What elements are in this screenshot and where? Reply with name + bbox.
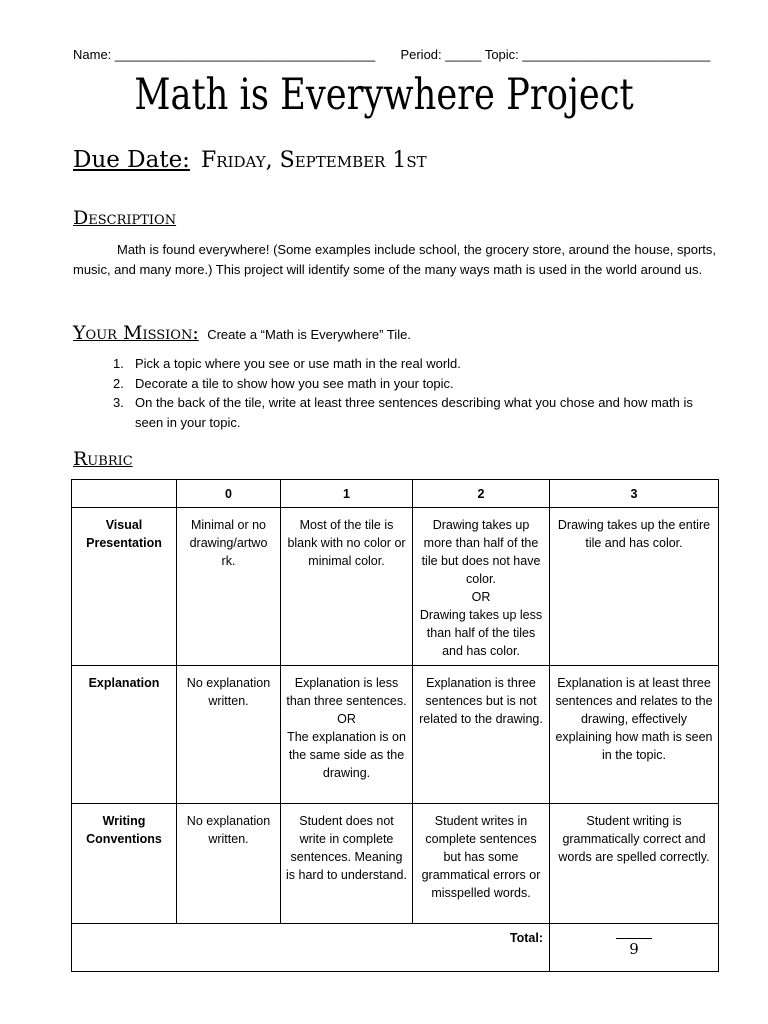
score-cell: Most of the tile is blank with no color or minimal color. bbox=[281, 508, 413, 666]
step-text: On the back of the tile, write at least three sentences describing what you chose and how math is seen in your topic. bbox=[135, 395, 693, 430]
period-label: Period: bbox=[400, 47, 442, 62]
mission-line bbox=[73, 322, 723, 344]
mission-heading: Your Mission: bbox=[73, 322, 199, 344]
rubric-heading: Rubric bbox=[73, 448, 133, 470]
score-cell: Drawing takes up the entire tile and has color. bbox=[550, 508, 719, 666]
criterion-cell: Writing Conventions bbox=[72, 804, 177, 924]
name-field[interactable]: ____________________________________ bbox=[114, 47, 376, 62]
column-header bbox=[72, 480, 177, 508]
score-cell: Explanation is less than three sentences. OR The explanation is on the same side as the drawing. bbox=[281, 666, 413, 804]
student-info-line bbox=[73, 47, 723, 62]
description-text: Math is found everywhere! (Some examples include school, the grocery store, around the house, sports, music, and many more.) This project will identify some of the many ways math is used in the world around us. bbox=[73, 242, 717, 277]
mission-steps bbox=[73, 354, 723, 432]
table-header-row bbox=[72, 480, 719, 508]
due-date-label: Due Date: bbox=[73, 147, 190, 173]
description-heading: Description bbox=[73, 207, 177, 229]
list-item bbox=[73, 393, 723, 432]
score-cell: No explanation written. bbox=[177, 666, 281, 804]
step-number: 1. bbox=[113, 356, 124, 371]
step-text: Decorate a tile to show how you see math in your topic. bbox=[135, 375, 454, 391]
score-cell: Explanation is at least three sentences and relates to the drawing, effectively explaining how math is seen in the topic. bbox=[550, 666, 719, 804]
score-cell: Student writing is grammatically correct and words are spelled correctly. bbox=[550, 804, 719, 924]
table-row bbox=[72, 666, 719, 804]
column-header: 0 bbox=[177, 480, 281, 508]
criterion-cell: Visual Presentation bbox=[72, 508, 177, 666]
topic-field[interactable]: __________________________ bbox=[522, 47, 711, 62]
table-row bbox=[72, 508, 719, 666]
total-label: Total: bbox=[72, 924, 550, 972]
list-item bbox=[73, 374, 723, 394]
score-blank-line bbox=[616, 938, 652, 939]
mission-text: Create a “Math is Everywhere” Tile. bbox=[207, 327, 411, 342]
column-header: 2 bbox=[413, 480, 550, 508]
period-field[interactable]: _____ bbox=[445, 47, 482, 62]
table-row bbox=[72, 804, 719, 924]
total-denominator: 9 bbox=[629, 940, 639, 958]
rubric-table bbox=[71, 479, 719, 972]
criterion-cell: Explanation bbox=[72, 666, 177, 804]
step-number: 3. bbox=[113, 395, 124, 410]
score-cell: Student writes in complete sentences but has some grammatical errors or misspelled words. bbox=[413, 804, 550, 924]
score-cell: Minimal or no drawing/artwo rk. bbox=[177, 508, 281, 666]
step-number: 2. bbox=[113, 375, 124, 391]
name-label: Name: bbox=[73, 47, 112, 62]
score-cell: Explanation is three sentences but is not related to the drawing. bbox=[413, 666, 550, 804]
column-header: 1 bbox=[281, 480, 413, 508]
column-header: 3 bbox=[550, 480, 719, 508]
due-date-value: Friday, September 1st bbox=[201, 148, 427, 173]
topic-label: Topic: bbox=[484, 47, 519, 62]
list-item bbox=[73, 354, 723, 374]
page-title: Math is Everywhere Project bbox=[134, 70, 634, 120]
step-text: Pick a topic where you see or use math in the real world. bbox=[135, 356, 461, 371]
total-row bbox=[72, 924, 719, 972]
score-cell: Drawing takes up more than half of the tile but does not have color. OR Drawing takes up less than half of the tiles and has color. bbox=[413, 508, 550, 666]
total-score-cell[interactable] bbox=[550, 924, 719, 972]
due-date bbox=[73, 147, 427, 173]
score-cell: Student does not write in complete sentences. Meaning is hard to understand. bbox=[281, 804, 413, 924]
score-cell: No explanation written. bbox=[177, 804, 281, 924]
